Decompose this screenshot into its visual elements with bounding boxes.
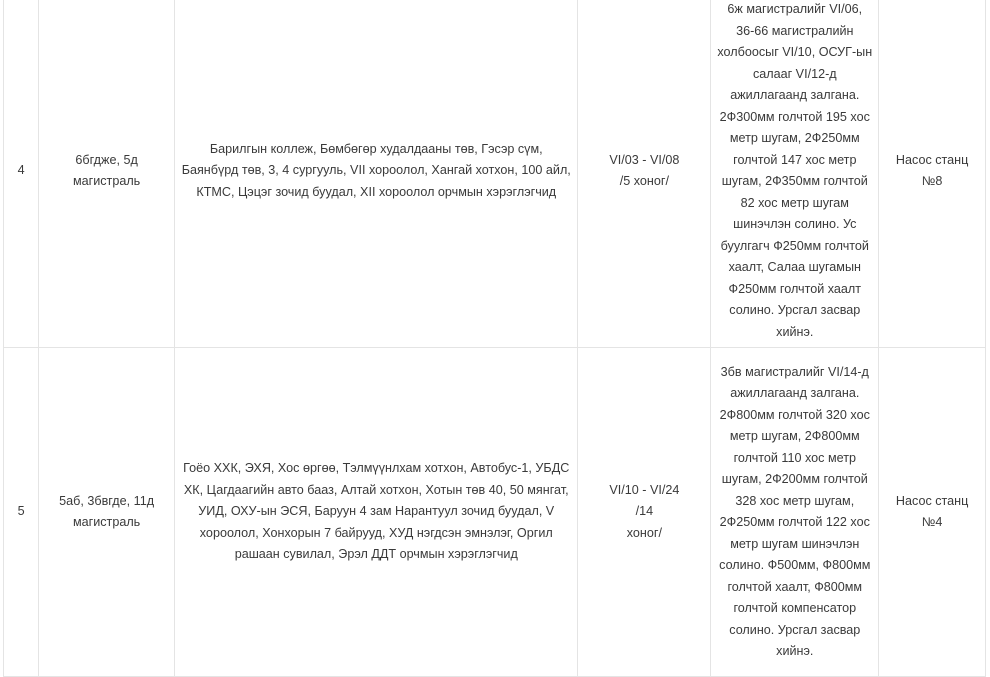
network-area-line: магистраль [72, 174, 141, 188]
outage-period-line: хоног/ [626, 525, 662, 540]
affected-consumers: Барилгын коллеж, Бөмбөгөр худалдааны төв, Гэсэр сүм, Баянбүрд төв, 3, 4 сургууль, VII хороолол, Хангай хотхон, 100 айл, КТМС, Цэцэг зочид буудал, XII хороолол орчмын хэрэглэгчид [175, 0, 578, 348]
pump-station-line: Насос станц [895, 152, 969, 167]
pump-station-line: №8 [921, 174, 943, 188]
network-area-line: 5аб, 3бвгде, 11д [59, 493, 155, 508]
network-area-line: 6бгджe, 5д [75, 152, 138, 167]
network-area-line: магистраль [72, 515, 141, 529]
network-area [39, 0, 175, 348]
affected-consumers: Гоёо ХХК, ЭХЯ, Хос өргөө, Тэлмүүнлхам хотхон, Автобус-1, УБДС ХК, Цагдаагийн авто бааз, Алтай хотхон, Хотын төв 40, 50 мянгат, УИД, ОХУ-ын ЭСЯ, Баруун 4 зам Нарантуул зочид буудал, V хороолол, Хонхорын 7 байрууд, ХУД нэгдсэн эмнэлэг, Оргил рашаан сувилал, Эрэл ДДТ орчмын хэрэглэгчид [175, 348, 578, 677]
pump-station-line: №4 [921, 515, 943, 529]
outage-period [578, 0, 711, 348]
table-row [4, 348, 986, 677]
network-area [39, 348, 175, 677]
outage-period-line: VI/10 - VI/24 [609, 482, 680, 497]
table-row [4, 0, 986, 348]
outage-period-line: /14 [635, 504, 654, 519]
repair-schedule-table [3, 0, 986, 677]
row-number: 4 [4, 0, 39, 348]
repair-work-description: 3бв магистралийг VI/14-д ажиллагаанд залгана. 2Ф800мм голчтой 320 хос метр шугам, 2Ф800мм голчтой 110 хос метр шугам, 2Ф200мм голчтой 328 хос метр шугам, 2Ф250мм голчтой 122 хос метр шугам шинэчлэн солино. Ф500мм, Ф800мм голчтой хаалт, Ф800мм голчтой компенсатор солино. Урсгал засвар хийнэ. [711, 348, 879, 677]
outage-period-line: VI/03 - VI/08 [609, 152, 680, 167]
row-number: 5 [4, 348, 39, 677]
repair-work-description: 6ж магистралийг VI/06, 36-66 магистралийн холбоосыг VI/10, ОСУГ-ын салааг VI/12-д ажиллагаанд залгана. 2Ф300мм голчтой 195 хос метр шугам, 2Ф250мм голчтой 147 хос метр шугам, 2Ф350мм голчтой 82 хос метр шугам шинэчлэн солино. Ус буулгагч Ф250мм голчтой хаалт, Салаа шугамын Ф250мм голчтой хаалт солино. Урсгал засвар хийнэ. [711, 0, 879, 348]
pump-station [879, 0, 986, 348]
outage-period-line: /5 хоног/ [619, 174, 669, 188]
outage-period [578, 348, 711, 677]
pump-station-line: Насос станц [895, 493, 969, 508]
pump-station [879, 348, 986, 677]
